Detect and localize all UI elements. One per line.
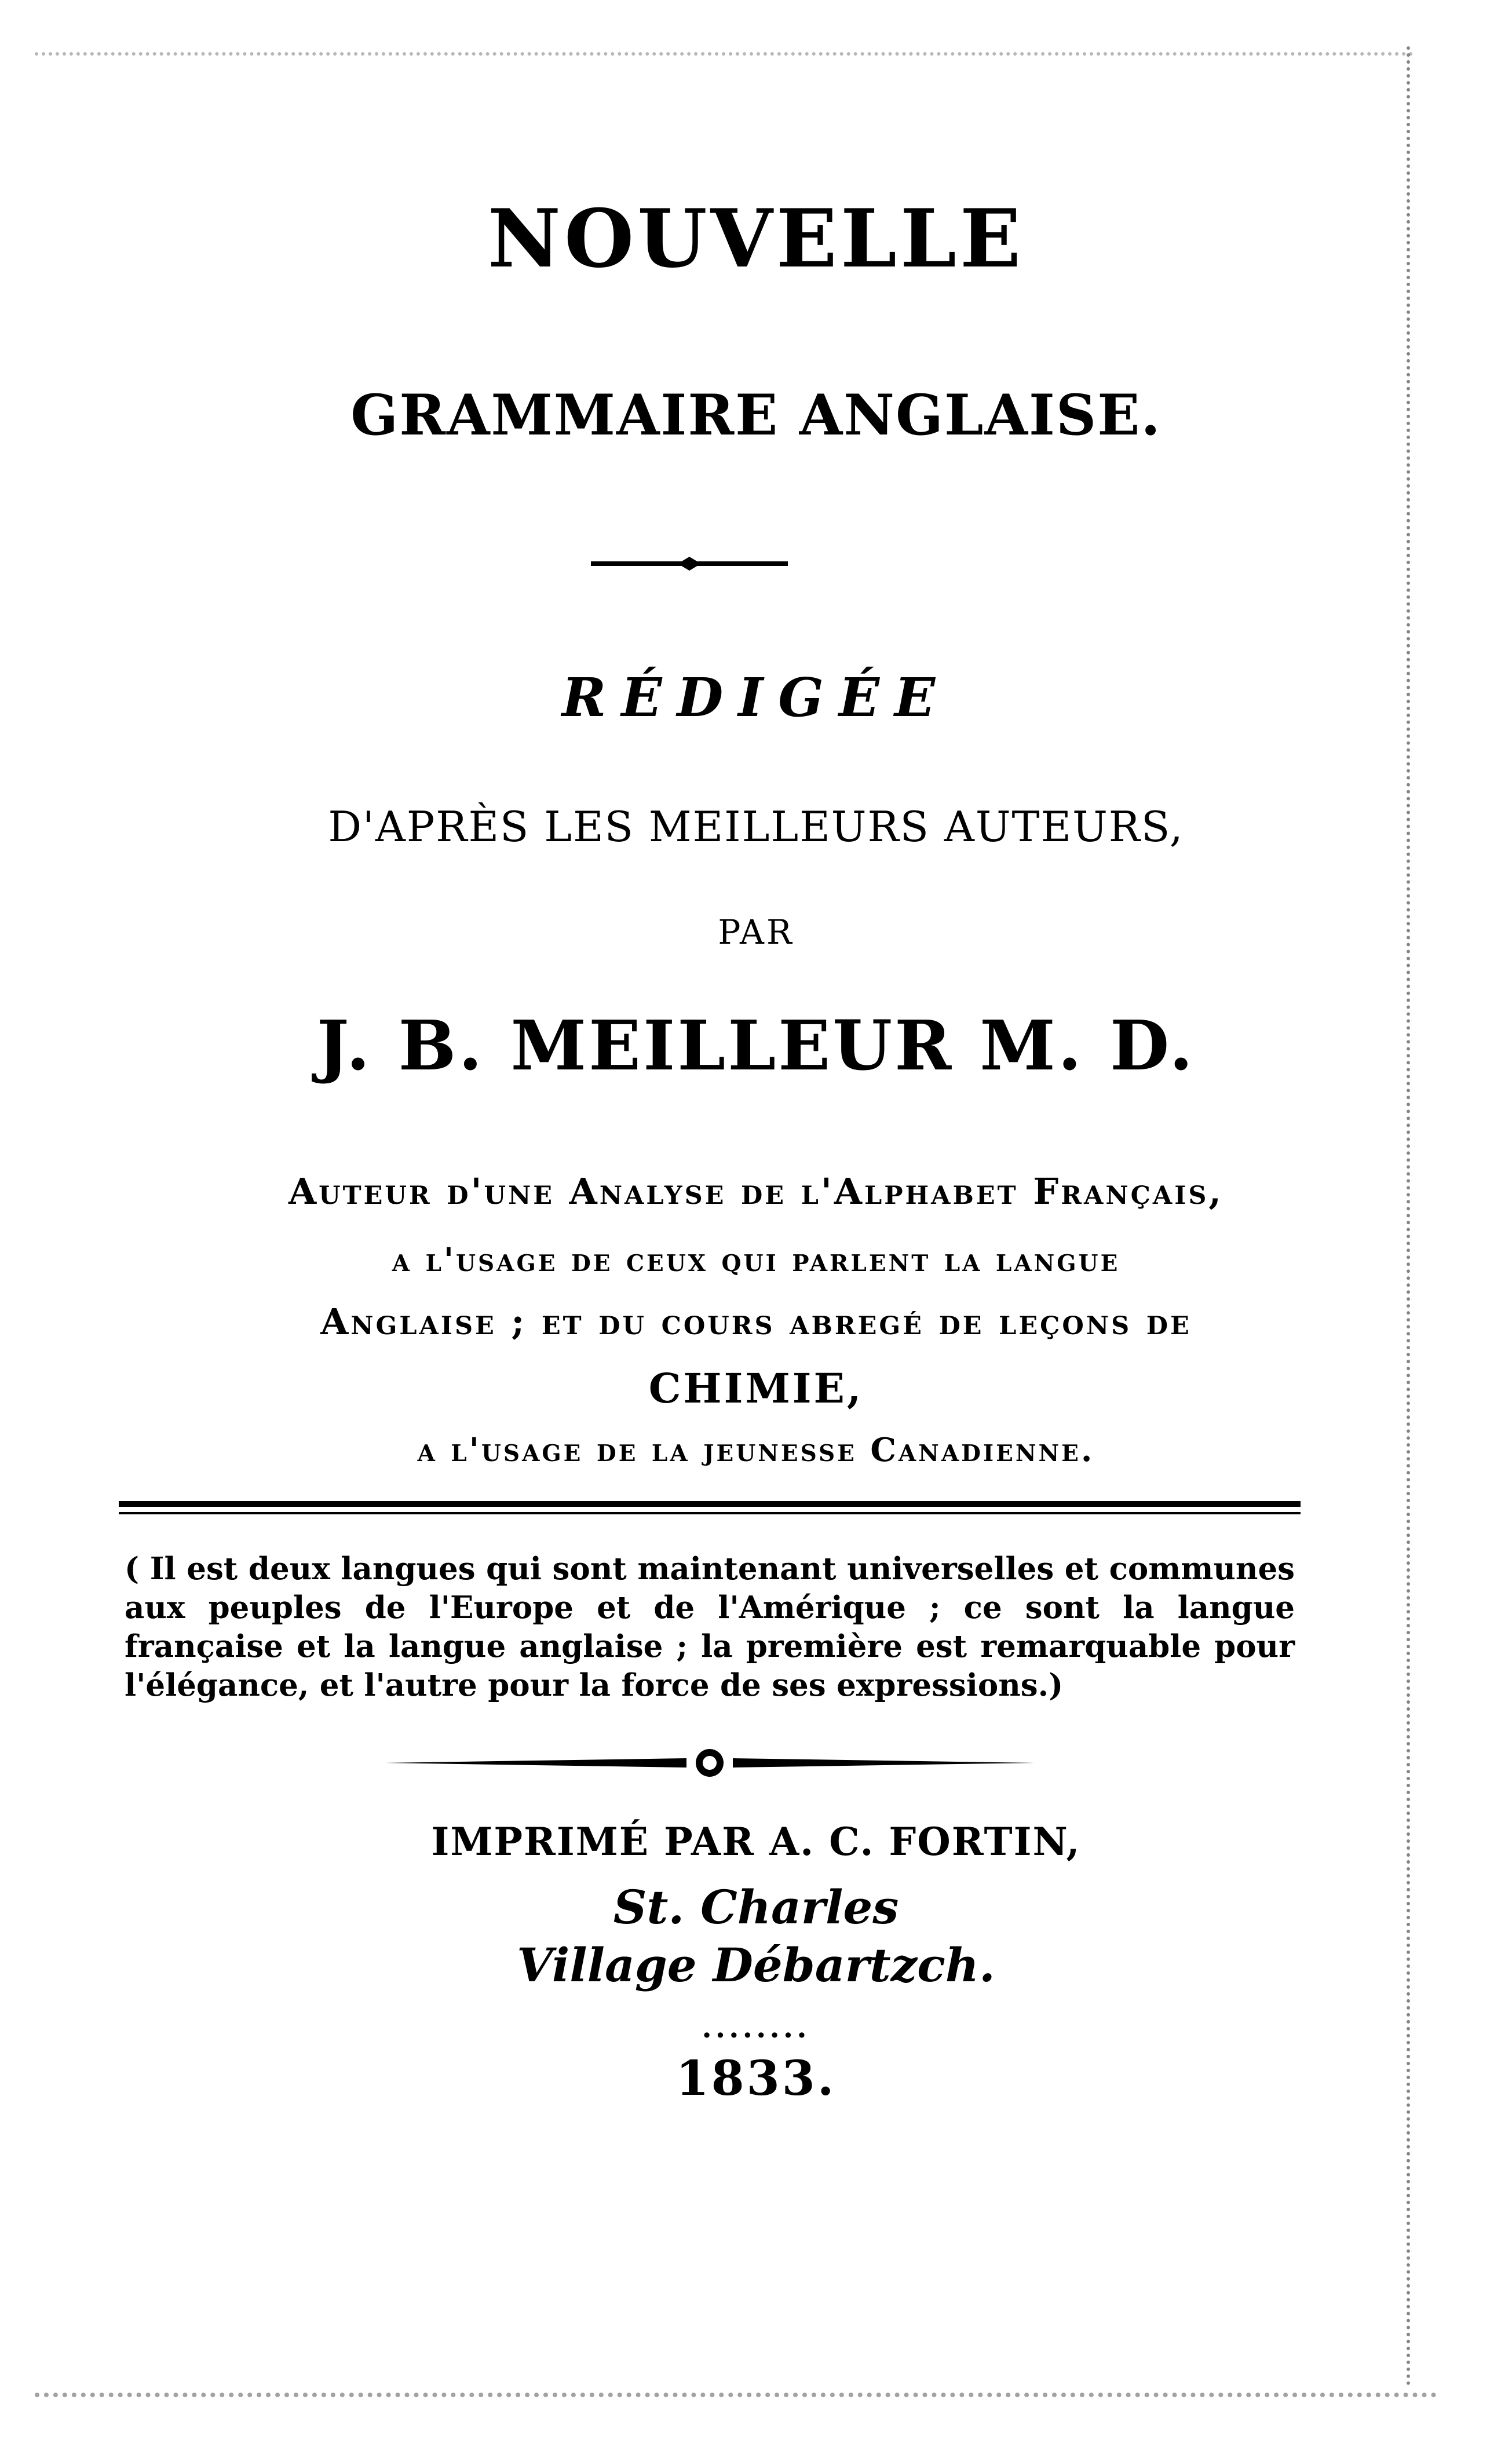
place-line-1: St. Charles (613, 1880, 899, 1934)
author-name: J. B. MEILLEUR M. D. (316, 1005, 1196, 1086)
book-title: NOUVELLE (487, 191, 1025, 286)
double-rule (119, 1500, 1301, 1518)
credential-line-4: CHIMIE, (648, 1364, 864, 1412)
large-ornament-rule (385, 1748, 1034, 1777)
dotted-separator: ........ (702, 2010, 810, 2044)
credential-line-1: Auteur d'une Analyse de l'Alphabet Français, (288, 1170, 1224, 1213)
credential-line-3: Anglaise ; et du cours abregé de leçons de (320, 1301, 1192, 1343)
page-edge-top (35, 52, 1414, 61)
epigraph: ( Il est deux langues qui sont maintenant universelles et communes aux peuples de l'Europe et de l'Amérique ; ce sont la langue française et la langue anglaise ; la première est remarquable pour l'élégance, et l'autre pour la force de ses expressions.) (125, 1551, 1295, 1703)
publication-year: 1833. (675, 2051, 837, 2106)
dapres-line: D'APRÈS LES MEILLEURS AUTEURS, (328, 802, 1184, 851)
small-ornament-rule (591, 555, 788, 572)
redigee-heading: RÉDIGÉE (561, 666, 951, 729)
book-subtitle: GRAMMAIRE ANGLAISE. (350, 382, 1162, 448)
credential-line-5: a l'usage de la jeunesse Canadienne. (417, 1431, 1095, 1469)
place-line-2: Village Débartzch. (517, 1938, 995, 1992)
page-edge-bottom (35, 2393, 1437, 2403)
credential-line-2: a l'usage de ceux qui parlent la langue (392, 1241, 1120, 1279)
par-line: PAR (718, 912, 794, 952)
printer-line: IMPRIMÉ PAR A. C. FORTIN, (431, 1819, 1081, 1864)
